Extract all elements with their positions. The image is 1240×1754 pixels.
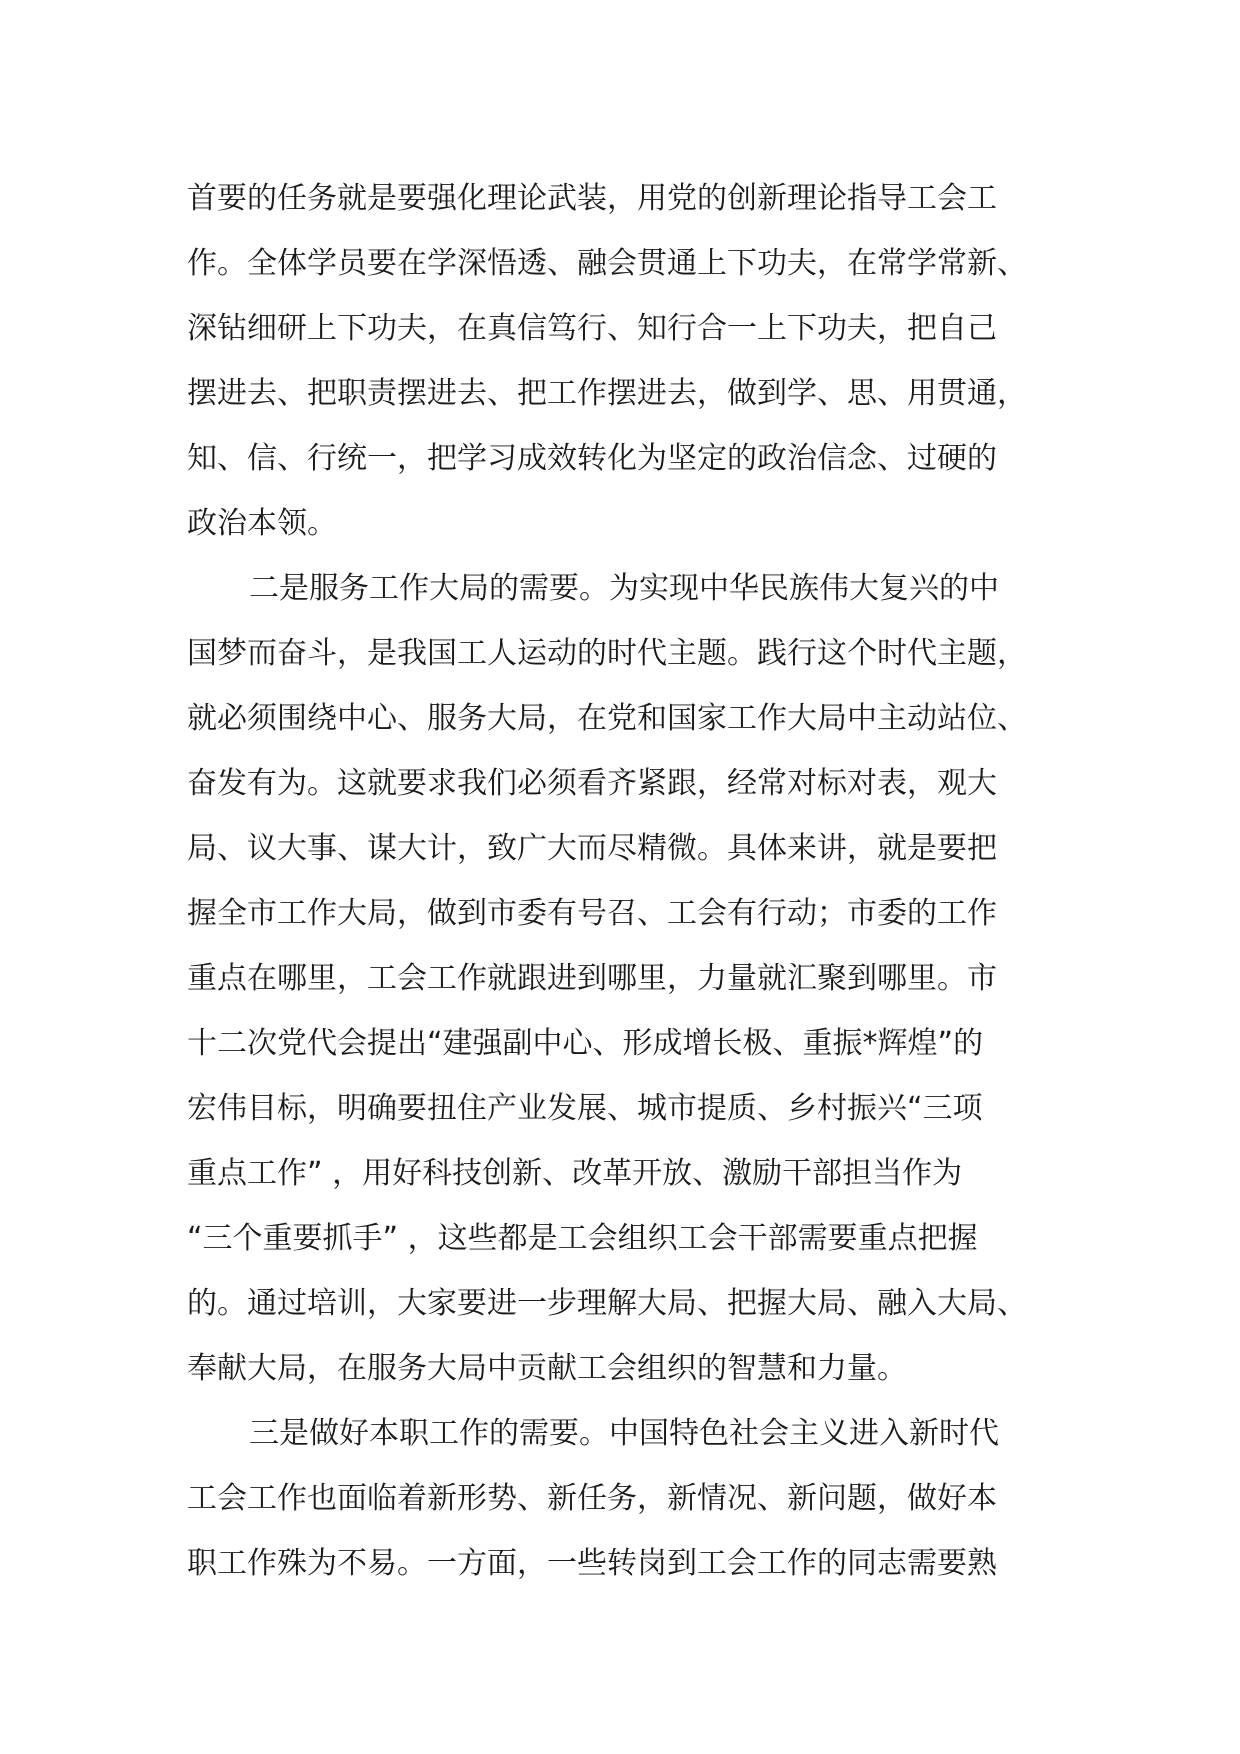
- document-body: [187, 166, 1087, 1596]
- paragraph-start-line: 三是做好本职工作的需要。中国特色社会主义进入新时代: [249, 1416, 999, 1451]
- text-line: 握全市工作大局，做到市委有号召、工会有行动；市委的工作: [187, 896, 997, 931]
- text-line: 政治本领。: [187, 506, 337, 541]
- text-line: 局、议大事、谋大计，致广大而尽精微。具体来讲，就是要把: [187, 831, 997, 866]
- text-line: 知、信、行统一，把学习成效转化为坚定的政治信念、过硬的: [187, 441, 997, 476]
- text-line: 工会工作也面临着新形势、新任务，新情况、新问题，做好本: [187, 1481, 997, 1516]
- text-line: 奋发有为。这就要求我们必须看齐紧跟，经常对标对表，观大: [187, 766, 997, 801]
- text-line: 重点工作” ，用好科技创新、改革开放、激励干部担当作为: [187, 1156, 963, 1191]
- text-line: 的。通过培训，大家要进一步理解大局、把握大局、融入大局、: [187, 1286, 1027, 1321]
- text-line: 摆进去、把职责摆进去、把工作摆进去，做到学、思、用贯通，: [187, 376, 1027, 411]
- text-line: 职工作殊为不易。一方面，一些转岗到工会工作的同志需要熟: [187, 1546, 997, 1581]
- text-line: 深钻细研上下功夫，在真信笃行、知行合一上下功夫，把自己: [187, 311, 997, 346]
- text-line: “三个重要抓手” ，这些都是工会组织工会干部需要重点把握: [187, 1221, 978, 1256]
- paragraph-start-line: 二是服务工作大局的需要。为实现中华民族伟大复兴的中: [249, 571, 999, 606]
- text-line: 重点在哪里，工会工作就跟进到哪里，力量就汇聚到哪里。市: [187, 961, 997, 996]
- text-line: 十二次党代会提出“建强副中心、形成增长极、重振*辉煌”的: [187, 1026, 984, 1061]
- text-line: 作。全体学员要在学深悟透、融会贯通上下功夫，在常学常新、: [187, 246, 1027, 281]
- text-line: 就必须围绕中心、服务大局，在党和国家工作大局中主动站位、: [187, 701, 1027, 736]
- text-line: 宏伟目标，明确要扭住产业发展、城市提质、乡村振兴“三项: [187, 1091, 983, 1126]
- text-line: 国梦而奋斗，是我国工人运动的时代主题。践行这个时代主题，: [187, 636, 1027, 671]
- text-line: 奉献大局，在服务大局中贡献工会组织的智慧和力量。: [187, 1351, 907, 1386]
- text-line: 首要的任务就是要强化理论武装，用党的创新理论指导工会工: [187, 181, 997, 216]
